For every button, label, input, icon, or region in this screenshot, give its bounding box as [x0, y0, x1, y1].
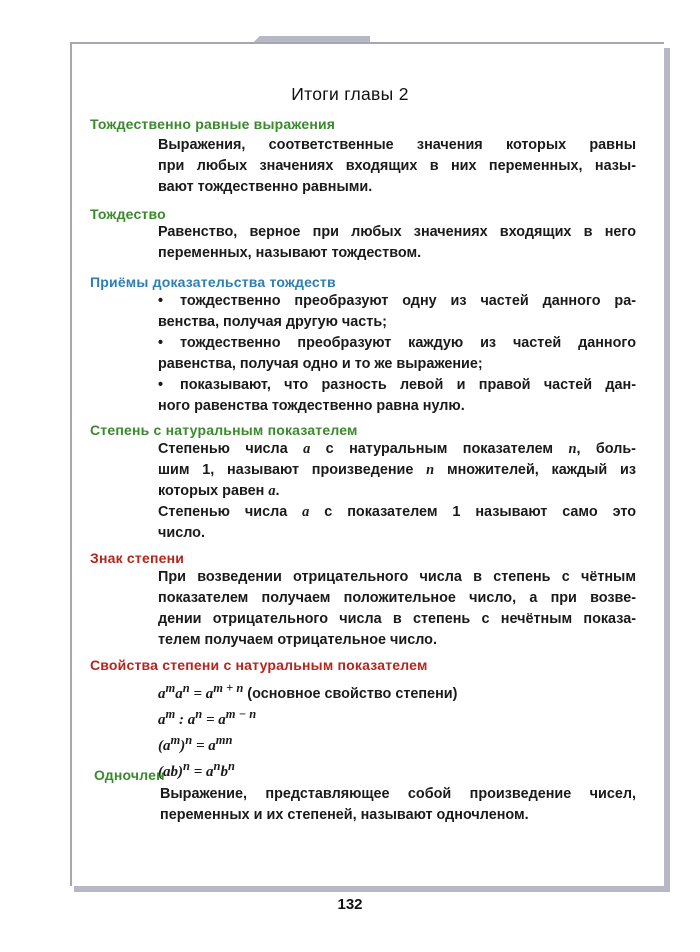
text-line: показывают, что разность левой и правой частей дан- [180, 377, 636, 393]
text-line: Выражение, представляющее собой произведение чисел, [160, 786, 636, 802]
formula-quotient: $a^m$ : $a^n = a^{m - n}$ [158, 707, 257, 728]
bullet-icon: • [158, 377, 164, 393]
text-line: телем получаем отрицательное число. [158, 632, 437, 648]
heading-monomial: Одночлен [94, 767, 165, 783]
text-line: равенства, получая одно и то же выражение; [158, 356, 483, 372]
text-line: переменных, называют тождеством. [158, 245, 422, 261]
text-line: ного равенства тождественно равна нулю. [158, 398, 465, 414]
heading-proof-methods: Приёмы доказательства тождеств [90, 274, 336, 290]
text-line: вают тождественно равными. [158, 179, 373, 195]
text-line: Выражения, соответственные значения которых равны [158, 137, 636, 153]
text-line: Степенью числа a с показателем 1 называют само это [158, 504, 636, 520]
bullet-icon: • [158, 335, 164, 351]
list-item [158, 291, 636, 333]
text-line: венства, получая другую часть; [158, 314, 387, 330]
heading-identical-expressions: Тождественно равные выражения [90, 116, 336, 132]
text-natural-power [158, 439, 636, 544]
page-title: Итоги главы 2 [291, 84, 409, 104]
heading-identity: Тождество [90, 206, 166, 222]
proof-methods-list [158, 291, 636, 417]
text-line: переменных и их степеней, называют одночленом. [160, 807, 529, 823]
formula-product: $a^ma^n = a^{m + n}$ (основное свойство степени) [158, 681, 458, 702]
text-line: тождественно преобразуют каждую из частей данного [180, 335, 636, 351]
text-line: тождественно преобразуют одну из частей данного ра- [180, 293, 636, 309]
heading-power-sign: Знак степени [90, 550, 185, 566]
heading-power-properties: Свойства степени с натуральным показателем [90, 657, 428, 673]
list-item [158, 375, 636, 417]
text-identity [158, 222, 636, 264]
formula-power-of-product: $(ab)^n = a^nb^n$ [158, 759, 235, 780]
list-item [158, 333, 636, 375]
page-number: 132 [337, 896, 363, 913]
power-properties-formulas [158, 678, 457, 782]
text-line: шим 1, называют произведение n множителей, каждый из [158, 462, 637, 478]
text-monomial [160, 784, 636, 826]
text-power-sign [158, 567, 636, 651]
text-line: дении отрицательного числа в степень с нечётным показа- [158, 611, 636, 627]
text-line: которых равен a. [158, 483, 280, 499]
text-line: Степенью числа a с натуральным показателем n, боль- [158, 441, 636, 457]
bullet-icon: • [158, 293, 164, 309]
heading-natural-power: Степень с натуральным показателем [90, 422, 358, 438]
text-line: При возведении отрицательного числа в степень с чётным [158, 569, 636, 585]
text-line: число. [158, 525, 205, 541]
text-line: при любых значениях входящих в них переменных, назы- [158, 158, 636, 174]
formula-power-of-power: $(a^m)^n = a^{mn}$ [158, 733, 233, 754]
text-identical-expressions [158, 135, 636, 198]
text-line: Равенство, верное при любых значениях входящих в него [158, 224, 636, 240]
text-line: показателем получаем положительное число, а при возве- [158, 590, 636, 606]
